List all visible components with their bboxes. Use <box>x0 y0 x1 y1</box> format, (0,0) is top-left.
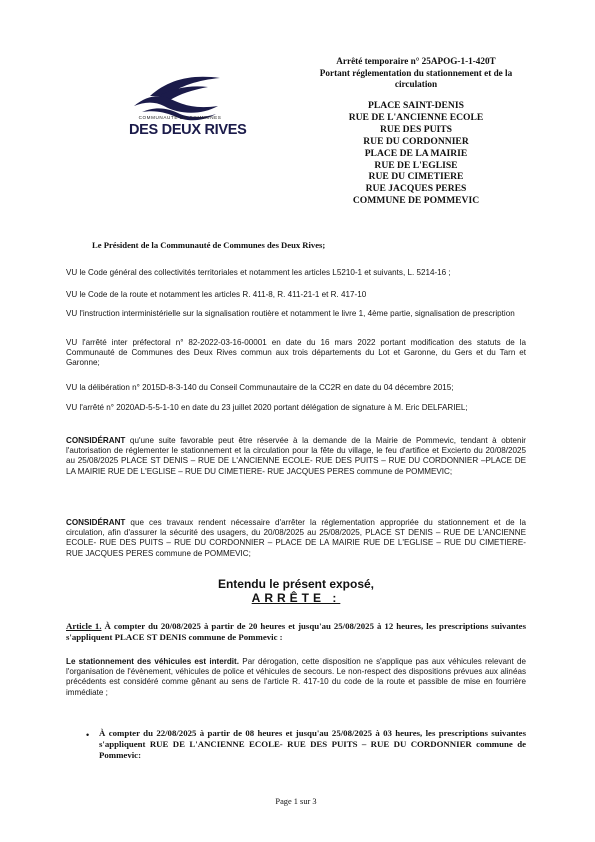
entendu-heading: Entendu le présent exposé, <box>217 577 375 591</box>
place-item: RUE DU CIMETIERE <box>368 171 464 183</box>
considerant-label: CONSIDÉRANT <box>66 436 126 445</box>
article-text: À compter du 20/08/2025 à partir de 20 heures et jusqu'au 25/08/2025 à 12 heures, les prescriptions suivantes s'appliquent PLACE ST DENIS commune de Pommevic : <box>66 621 526 642</box>
vu-paragraph: VU l'instruction interministérielle sur la signalisation routière et notamment le livre 1, 4ème partie, signalisation de prescription <box>66 309 515 318</box>
page-number: Page 1 sur 3 <box>275 797 317 806</box>
places-list <box>318 100 514 207</box>
considerant-text: que ces travaux rendent nécessaire d'arrêter la réglementation appropriée du stationnement et de la circulation, afin d'assurer la sécurité des usagers, du 20/08/2025 au 25/08/2025, PLACE ST DENIS – RUE DE L'ANCIENNE ECOLE- RUE DES PUITS – RUE DU CORDONNIER – PLACE DE LA MAIRIE RUE DE L'EGLISE – RUE DU CIMETIERE- RUE JACQUES PERES commune de POMMEVIC; <box>66 518 526 558</box>
article-label: Article 1. <box>66 621 102 631</box>
article-1 <box>66 621 526 643</box>
place-item: RUE JACQUES PERES <box>365 183 467 195</box>
decree-number: Arrêté temporaire n° 25APOG-1-1-420T <box>336 56 496 66</box>
place-item: RUE DES PUITS <box>380 123 452 135</box>
vu-paragraph: VU le Code de la route et notamment les articles R. 411-8, R. 411-21-1 et R. 417-10 <box>66 290 367 299</box>
vu-paragraph: VU le Code général des collectivités territoriales et notamment les articles L5210-1 et suivants, L. 5214-16 ; <box>66 268 451 277</box>
place-item: PLACE SAINT-DENIS <box>368 100 464 111</box>
logo-name: DES DEUX RIVES <box>129 122 247 138</box>
stationnement-paragraph <box>66 657 526 698</box>
place-item: PLACE DE LA MAIRIE <box>364 147 468 159</box>
stationnement-bold: Le stationnement des véhicules est interdit. <box>66 657 239 666</box>
considerant-paragraph <box>66 436 526 477</box>
considerant-paragraph <box>66 518 526 559</box>
bullet-paragraph: À compter du 22/08/2025 à partir de 08 heures et jusqu'au 25/08/2025 à 03 heures, les prescriptions suivantes s'appliquent RUE DE L'ANCIENNE ECOLE- RUE DES PUITS – RUE DU CORDONNIER commune de Pommevic: <box>99 728 526 760</box>
decree-header <box>287 56 545 91</box>
arrete-heading: ARRÊTE : <box>251 591 341 605</box>
place-item: RUE DU CORDONNIER <box>363 135 469 147</box>
bullet-marker: • <box>86 730 90 740</box>
vu-paragraph: VU l'arrêté inter préfectoral n° 82-2022-03-16-00001 en date du 16 mars 2022 portant modification des statuts de la Communauté de Communes des Deux Rives commun aux trois départements du Lot et Garonne, du Gers et du Tarn et Garonne; <box>66 338 526 368</box>
place-item: RUE DE L'ANCIENNE ECOLE <box>348 111 484 123</box>
decree-subject: Portant réglementation du stationnement et de la <box>319 67 513 78</box>
vu-paragraph: VU l'arrêté n° 2020AD-5-5-1-10 en date du 23 juillet 2020 portant délégation de signature à M. Eric DELFARIEL; <box>66 403 468 412</box>
considerant-label: CONSIDÉRANT <box>66 518 126 527</box>
decree-subject-end: circulation <box>394 79 438 90</box>
place-item: COMMUNE DE POMMEVIC <box>352 195 480 207</box>
logo-subtitle: COMMUNAUTÉ DE COMMUNES <box>138 115 222 120</box>
stationnement-text: Par dérogation, cette disposition ne s'applique pas aux véhicules relevant de l'organisation de l'évènement, véhicules de police et véhicules de secours. Le non-respect des dispositions prévues aux alinéas précédents est considéré comme gênant au sens de l'article R. 417-10 du code de la route et passible de mise en fourrière immédiate ; <box>66 657 526 697</box>
president-line: Le Président de la Communauté de Communes des Deux Rives; <box>92 240 326 250</box>
considerant-text: qu'une suite favorable peut être réservée à la demande de la Mairie de Pommevic, tendant à obtenir l'autorisation de réglementer le stationnement et la circulation pour la fête du village, le feu d'artifice et Excierto du 20/08/2025 au 25/08/2025 PLACE ST DENIS – RUE DE L'ANCIENNE ECOLE- RUE DES PUITS – RUE DU CORDONNIER –PLACE DE LA MAIRIE RUE DE L'EGLISE – RUE DU CIMETIERE- RUE JACQUES PERES commune de POMMEVIC; <box>66 436 526 476</box>
vu-paragraph: VU la délibération n° 2015D-8-3-140 du Conseil Communautaire de la CC2R en date du 04 décembre 2015; <box>66 383 454 392</box>
place-item: RUE DE L'EGLISE <box>374 159 458 171</box>
